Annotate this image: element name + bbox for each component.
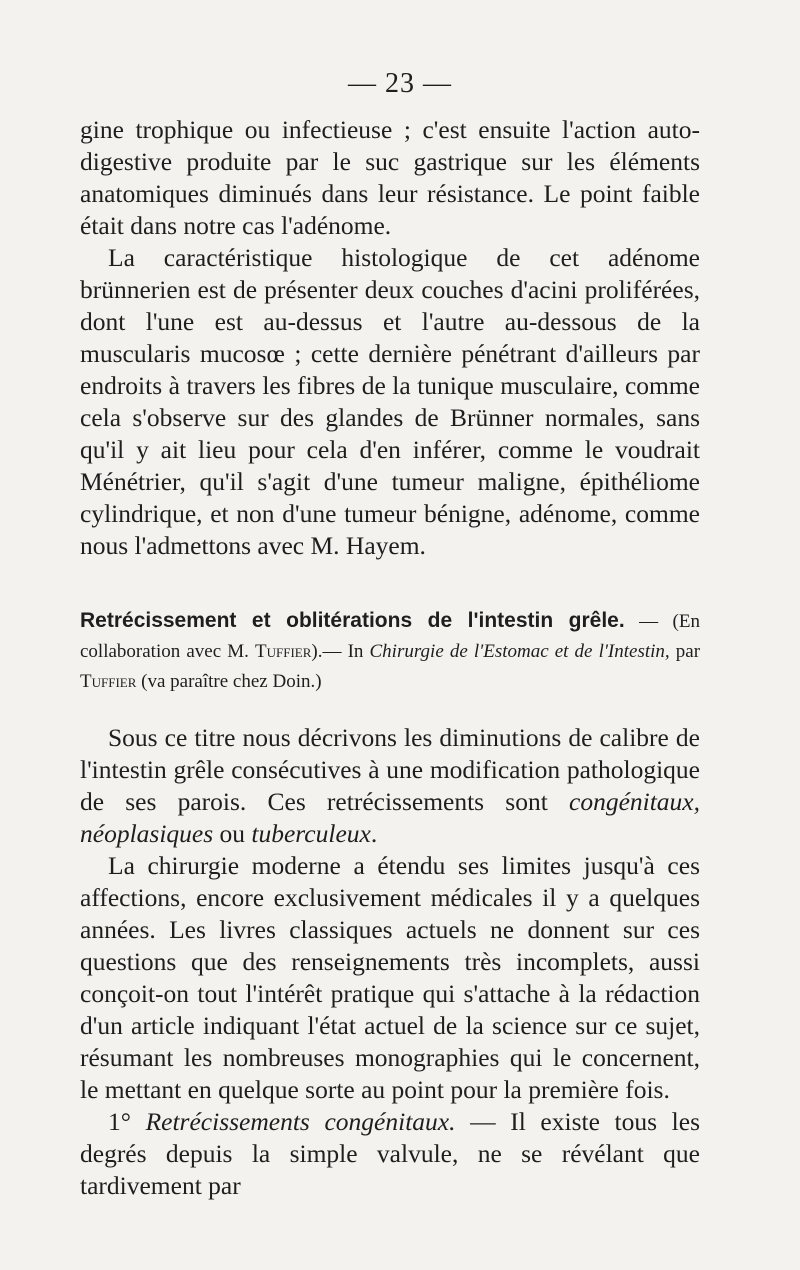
item-number: 1° bbox=[108, 1107, 131, 1136]
paragraph-intro bbox=[80, 722, 700, 850]
author-name: Tuffier bbox=[80, 671, 137, 692]
paragraph-continuation: gine trophique ou infectieuse ; c'est ensuite l'action auto-digestive produite par le suc gastrique sur les éléments anatomiques diminués dans leur résistance. Le point faible était dans notre cas l'adénome. bbox=[80, 115, 700, 240]
collaborator-name: Tuffier bbox=[254, 641, 312, 662]
collaboration-prefix: — (En collaboration avec M. bbox=[80, 611, 700, 662]
paragraph-surgery: La chirurgie moderne a étendu ses limites jusqu'à ces affections, encore exclusivement médicales il y a quelques années. Les livres classiques actuels ne donnent sur ces questions que des renseignements très incomplets, aussi conçoit-on tout l'intérêt pratique qui s'attache à la rédaction d'un article indiquant l'état actuel de la science sur ce sujet, résumant les nombreuses monographies qui le concernent, le mettant en quelque sorte au point pour la première fois. bbox=[80, 851, 700, 1104]
paragraph-histology: La caractéristique histologique de cet adénome brünnerien est de présenter deux couches d'acini proliférées, dont l'une est au-dessus et l'autre au-dessous de la muscularis mucosœ ; cette dernière pénétrant d'ailleurs par endroits à travers les fibres de la tunique musculaire, comme cela s'observe sur des glandes de Brünner normales, sans qu'il y ait lieu pour cela d'en inférer, comme le voudrait Ménétrier, qu'il s'agit d'une tumeur maligne, épithéliome cylindrique, et non d'une tumeur bénigne, adénome, comme nous l'admettons avec M. Hayem. bbox=[80, 243, 700, 560]
collaboration-mid: ).— In bbox=[311, 641, 370, 662]
subtitle-congenital: Retrécissements congénitaux. bbox=[145, 1107, 456, 1136]
congenital-text: — Il existe tous les degrés depuis la simple valvule, ne se révélant que tardivement par bbox=[80, 1107, 700, 1200]
intro-end: . bbox=[370, 819, 378, 848]
section-title: Retrécissement et oblitérations de l'intestin grêle. bbox=[80, 609, 625, 632]
section-heading bbox=[80, 606, 700, 697]
page-number: — 23 — bbox=[348, 68, 452, 99]
book-title: Chirurgie de l'Estomac et de l'Intestin, bbox=[369, 641, 670, 662]
paragraph-congenital bbox=[80, 1106, 700, 1202]
by-word: par bbox=[669, 641, 701, 662]
term-tuberculous: tuberculeux bbox=[251, 819, 371, 848]
publisher-note: (va paraître chez Doin.) bbox=[136, 671, 322, 692]
term-congenital: congénitaux, néoplasiques bbox=[80, 787, 700, 848]
intro-text: Sous ce titre nous décrivons les diminutions de calibre de l'intestin grêle consécutives à une modification pathologique de ses parois. Ces retrécissements sont bbox=[80, 723, 700, 816]
intro-or: ou bbox=[213, 819, 252, 848]
